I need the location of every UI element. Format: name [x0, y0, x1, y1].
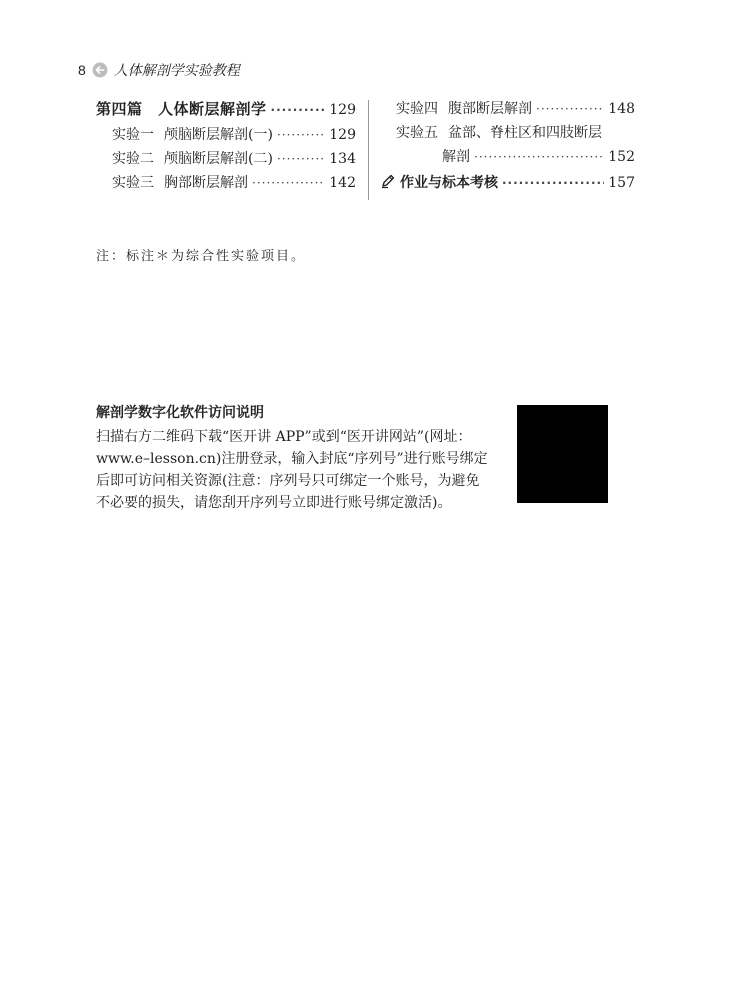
toc-item[interactable]	[380, 122, 635, 146]
toc-homework-label: 作业与标本考核	[400, 175, 498, 191]
toc-part-4[interactable]	[96, 98, 356, 124]
toc-leader	[474, 150, 604, 164]
toc-homework[interactable]	[380, 172, 635, 198]
toc-item-number: 实验三	[112, 175, 154, 191]
toc-page-number: 148	[608, 101, 635, 117]
toc-item-number: 实验四	[396, 101, 438, 117]
software-info-line: 后即可访问相关资源(注意：序列号只可绑定一个账号，为避免	[96, 473, 480, 489]
toc-page-number: 129	[329, 102, 356, 118]
toc-part-label: 第四篇 人体断层解剖学	[96, 100, 267, 118]
toc-page-number: 152	[608, 149, 635, 165]
toc-item-title: 颅脑断层解剖(一)	[164, 127, 273, 143]
software-info	[96, 402, 511, 514]
toc-item[interactable]	[96, 148, 356, 172]
software-info-line: 不必要的损失，请您刮开序列号立即进行账号绑定激活)。	[96, 495, 452, 511]
column-divider	[368, 100, 369, 200]
toc-page-number: 134	[329, 151, 356, 167]
toc-leader	[502, 176, 604, 190]
toc-right-column	[380, 98, 635, 198]
toc-leader	[536, 102, 604, 116]
qr-code[interactable]	[517, 405, 608, 503]
toc-item-number: 实验五	[396, 125, 438, 141]
toc-leader	[277, 128, 325, 142]
toc-page-number: 157	[608, 175, 635, 191]
toc-item-title: 颅脑断层解剖(二)	[164, 151, 273, 167]
toc-item-continued[interactable]	[380, 146, 635, 170]
footnote: 注：标注＊为综合性实验项目。	[96, 249, 307, 264]
toc-item[interactable]	[96, 172, 356, 196]
toc-item-title: 腹部断层解剖	[448, 101, 532, 117]
toc-leader	[252, 176, 325, 190]
toc-left-column	[96, 98, 356, 196]
book-title: 人体解剖学实验教程	[113, 63, 240, 79]
toc-item[interactable]	[96, 124, 356, 148]
page-header	[78, 60, 240, 80]
toc-page-number: 129	[329, 127, 356, 143]
pen-icon	[380, 173, 396, 189]
toc-page-number: 142	[329, 175, 356, 191]
toc-leader	[277, 152, 325, 166]
software-info-line: www.e–lesson.cn)注册登录，输入封底“序列号”进行账号绑定	[96, 451, 488, 467]
toc-leader	[271, 103, 326, 117]
toc-item[interactable]	[380, 98, 635, 122]
toc-item-number: 实验二	[112, 151, 154, 167]
arrow-left-circle-icon	[92, 62, 108, 78]
toc-item-title: 盆部、脊柱区和四肢断层	[448, 125, 602, 141]
toc-item-number: 实验一	[112, 127, 154, 143]
page-number: 8	[78, 62, 86, 78]
software-info-line: 扫描右方二维码下载“医开讲 APP”或到“医开讲网站”(网址：	[96, 429, 472, 445]
software-info-title: 解剖学数字化软件访问说明	[96, 405, 264, 421]
toc-item-title: 胸部断层解剖	[164, 175, 248, 191]
toc-item-title-cont: 解剖	[442, 149, 470, 165]
